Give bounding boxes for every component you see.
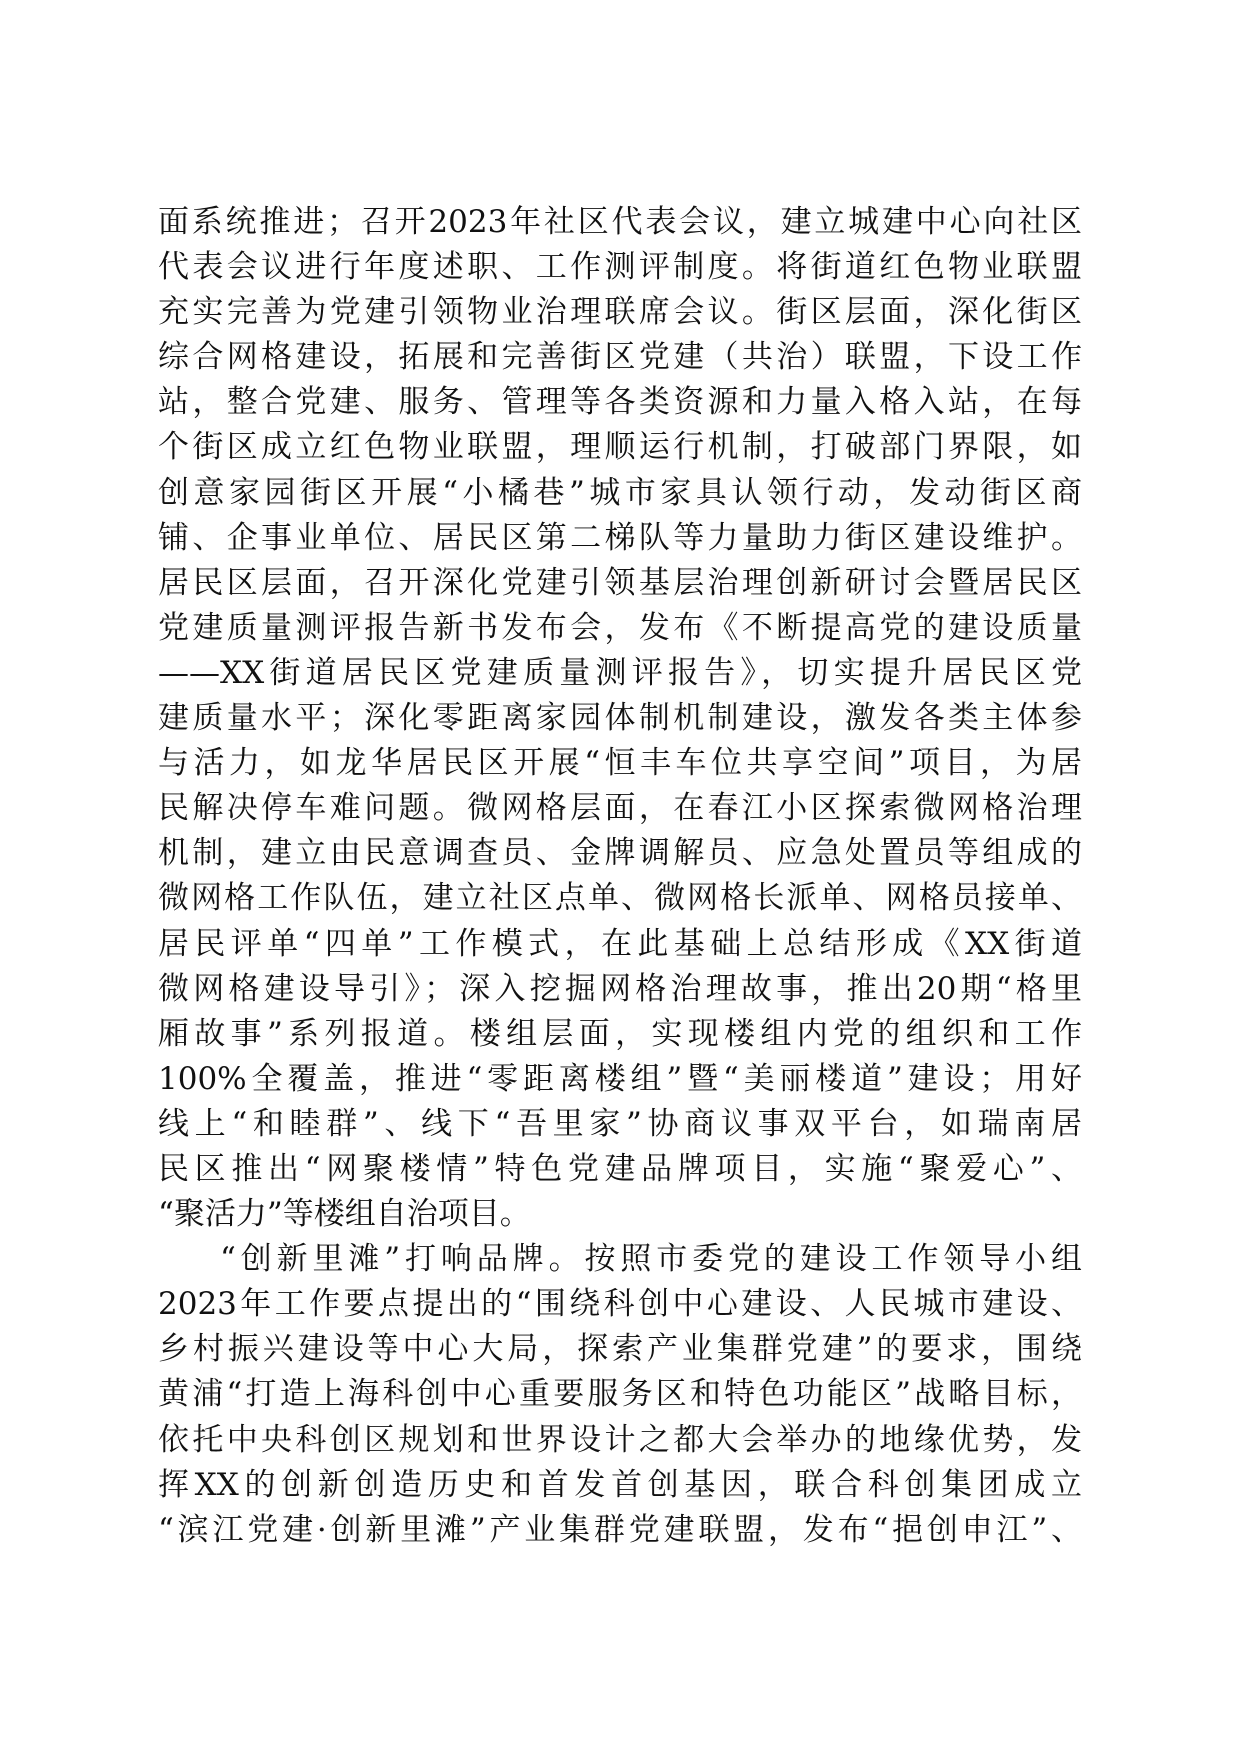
text-line: 微网格建设导引》；深入挖掘网格治理故事，推出20期“格里	[158, 970, 1082, 1007]
text-line: 依托中央科创区规划和世界设计之都大会举办的地缘优势，发	[158, 1421, 1082, 1458]
text-line: 与活力，如龙华居民区开展“恒丰车位共享空间”项目，为居	[158, 745, 1082, 782]
text-line: 乡村振兴建设等中心大局，探索产业集群党建”的要求，围绕	[158, 1331, 1082, 1368]
text-line: 民区推出“网聚楼情”特色党建品牌项目，实施“聚爱心”、	[158, 1150, 1082, 1187]
text-line: 挥XX的创新创造历史和首发首创基因，联合科创集团成立	[158, 1466, 1082, 1503]
text-line: 黄浦“打造上海科创中心重要服务区和特色功能区”战略目标，	[158, 1376, 1082, 1413]
text-line: 100%全覆盖，推进“零距离楼组”暨“美丽楼道”建设；用好	[158, 1060, 1082, 1097]
text-line: 站，整合党建、服务、管理等各类资源和力量入格入站，在每	[158, 384, 1082, 421]
paragraph-first-line: “创新里滩”打响品牌。按照市委党的建设工作领导小组	[220, 1241, 1082, 1278]
text-line: 机制，建立由民意调查员、金牌调解员、应急处置员等组成的	[158, 835, 1082, 872]
text-line: 民解决停车难问题。微网格层面，在春江小区探索微网格治理	[158, 790, 1082, 827]
text-line: 党建质量测评报告新书发布会，发布《不断提高党的建设质量	[158, 609, 1082, 646]
text-line: 铺、企事业单位、居民区第二梯队等力量助力街区建设维护。	[158, 519, 1082, 556]
text-line: 面系统推进；召开2023年社区代表会议，建立城建中心向社区	[158, 204, 1082, 240]
text-line: 综合网格建设，拓展和完善街区党建（共治）联盟，下设工作	[158, 339, 1082, 376]
text-line: 线上“和睦群”、线下“吾里家”协商议事双平台，如瑞南居	[158, 1105, 1082, 1142]
body-text	[158, 200, 1082, 1553]
text-line: 代表会议进行年度述职、工作测评制度。将街道红色物业联盟	[158, 249, 1082, 286]
text-line: ——XX街道居民区党建质量测评报告》，切实提升居民区党	[158, 654, 1082, 691]
text-line: 建质量水平；深化零距离家园体制机制建设，激发各类主体参	[158, 700, 1082, 737]
text-line: 充实完善为党建引领物业治理联席会议。街区层面，深化街区	[158, 294, 1082, 331]
text-line: 微网格工作队伍，建立社区点单、微网格长派单、网格员接单、	[158, 880, 1082, 917]
text-line: 2023年工作要点提出的“围绕科创中心建设、人民城市建设、	[158, 1286, 1082, 1323]
text-line: 居民区层面，召开深化党建引领基层治理创新研讨会暨居民区	[158, 564, 1082, 601]
paragraph-end-line: “聚活力”等楼组自治项目。	[158, 1196, 531, 1233]
text-line: “滨江党建·创新里滩”产业集群党建联盟，发布“挹创申江”、	[158, 1511, 1082, 1548]
text-line: 创意家园街区开展“小橘巷”城市家具认领行动，发动街区商	[158, 474, 1082, 511]
text-line: 个街区成立红色物业联盟，理顺运行机制，打破部门界限，如	[158, 429, 1082, 466]
text-line: 厢故事”系列报道。楼组层面，实现楼组内党的组织和工作	[158, 1015, 1082, 1052]
text-line: 居民评单“四单”工作模式，在此基础上总结形成《XX街道	[158, 925, 1082, 962]
